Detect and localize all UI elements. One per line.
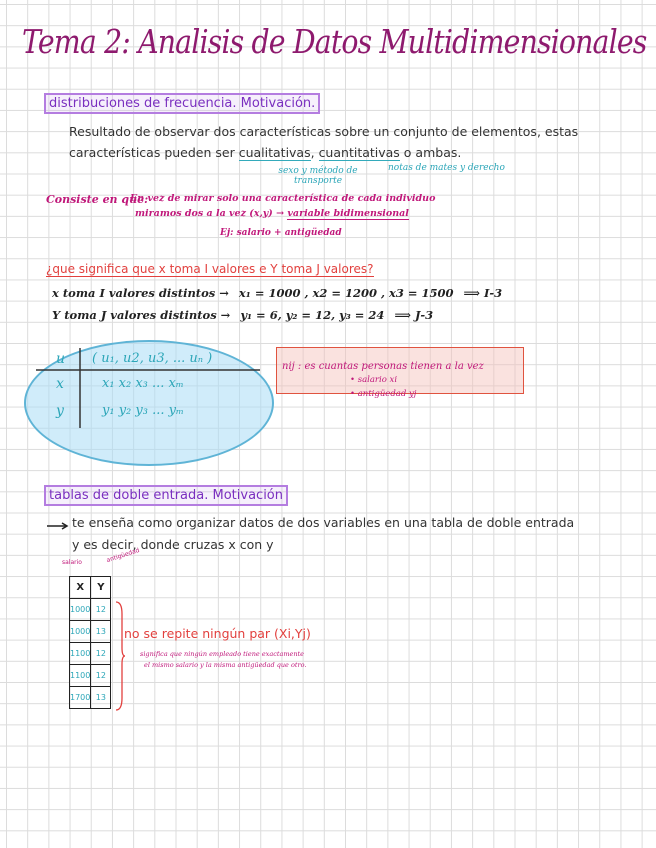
table-header-y: Y [91, 577, 111, 599]
term-cuantitativas: cuantitativas [318, 145, 400, 160]
section-heading-distribuciones: distribuciones de frecuencia. Motivación. [44, 93, 320, 114]
definition-line-1: Resultado de observar dos características sobre un conjunto de elementos, estas [69, 124, 579, 139]
ellipse-u-label: u [56, 351, 66, 367]
table-header-x: X [70, 577, 91, 599]
y-line-values: y₁ = 6, y₂ = 12, y₃ = 24 [240, 308, 385, 322]
x-line-text: x toma I valores distintos → [52, 286, 229, 300]
table-row [70, 687, 111, 709]
table-cell-y: 12 [91, 665, 111, 687]
term-variable-bidimensional: variable bidimensional [287, 208, 409, 219]
note-significa-line-1: significa que ningún empleado tiene exactamente [140, 650, 304, 658]
definition-comma: , [310, 145, 319, 160]
table-row [70, 643, 111, 665]
table-header-row [70, 577, 111, 599]
table-cell-x: 1000 [70, 621, 91, 643]
nij-item-antiguedad: • antigüedad yj [350, 389, 417, 399]
x-line-result: ⟹ I-3 [463, 286, 503, 300]
nij-definition-line: nij : es cuantas personas tienen a la vez [282, 361, 484, 372]
table-cell-x: 1700 [70, 687, 91, 709]
term-cualitativas: cualitativas [238, 145, 311, 160]
definition-line-2-prefix: características pueden ser [69, 145, 239, 160]
table-cell-y: 12 [91, 599, 111, 621]
y-line [52, 308, 433, 322]
label-antiguedad: antigüedad [105, 546, 141, 565]
note-significa-line-2: el mismo salario y la misma antigüedad que otro. [144, 661, 307, 669]
consiste-label: Consiste en que: [46, 193, 149, 206]
arrow-icon [46, 520, 70, 530]
ellipse-y-values: y₁ y₂ y₃ ... yₘ [102, 403, 184, 418]
ellipse-y-label: y [56, 403, 64, 419]
note-cuantitativas: notas de mates y derecho [388, 163, 505, 173]
consiste-line-2 [135, 208, 409, 219]
table-row [70, 621, 111, 643]
table-cell-y: 13 [91, 621, 111, 643]
ellipse-x-values: x₁ x₂ x₃ ... xₘ [102, 376, 184, 391]
note-cualitativas: sexo y método de transporte [278, 166, 358, 186]
double-entry-table [69, 576, 111, 709]
table-cell-y: 13 [91, 687, 111, 709]
table-row [70, 599, 111, 621]
table-row [70, 665, 111, 687]
table-cell-x: 1100 [70, 643, 91, 665]
ellipse-u-values: ( u₁, u2, u3, ... uₙ ) [92, 351, 213, 366]
nij-item-salario-text: salario xi [357, 375, 398, 385]
tablas-line-2: y es decir, donde cruzas x con y [72, 537, 274, 552]
table-cell-x: 1100 [70, 665, 91, 687]
x-line-values: x₁ = 1000 , x2 = 1200 , x3 = 1500 [238, 286, 454, 300]
question-heading: ¿que significa que x toma I valores e Y toma J valores? [46, 262, 374, 276]
y-line-text: Y toma J valores distintos → [52, 308, 231, 322]
label-salario: salario [62, 559, 82, 566]
consiste-line-2-text: miramos dos a la vez (x,y) [135, 208, 273, 219]
arrow-icon: → [276, 208, 285, 219]
y-line-result: ⟹ J-3 [394, 308, 434, 322]
nij-item-antiguedad-text: antigüedad yj [357, 389, 417, 399]
note-no-repite: no se repite ningún par (Xi,Yj) [124, 626, 311, 641]
definition-line-2 [69, 142, 461, 164]
definition-line-2-suffix: o ambas. [399, 145, 462, 160]
table-cell-x: 1000 [70, 599, 91, 621]
nij-item-salario: • salario xi [350, 375, 398, 385]
table-cell-y: 12 [91, 643, 111, 665]
brace-icon [114, 600, 126, 712]
ejemplo-salario-antiguedad: Ej: salario + antigüedad [220, 228, 342, 238]
tablas-line-1: te enseña como organizar datos de dos variables en una tabla de doble entrada [72, 515, 575, 530]
page-title: Tema 2: Analisis de Datos Multidimensionales [22, 22, 647, 61]
consiste-line-1: En vez de mirar solo una característica de cada individuo [130, 193, 436, 204]
section-heading-tablas: tablas de doble entrada. Motivación [44, 485, 288, 506]
x-line [52, 286, 502, 300]
ellipse-x-label: x [56, 376, 64, 392]
